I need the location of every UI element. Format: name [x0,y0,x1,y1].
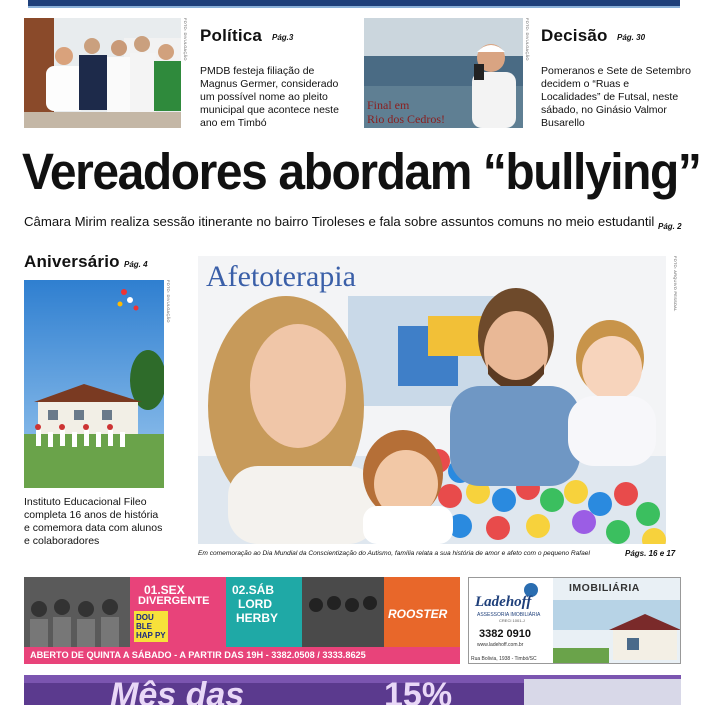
politica-photo [24,18,181,128]
imob-tagline: ASSESSORIA IMOBILIÁRIA [477,612,541,618]
decisao-overlay-2: Rio dos Cedros! [367,112,445,126]
promo-left-text: Mês das [110,676,245,705]
aniversario-page-ref: Pág. 4 [124,260,148,269]
event1-date: 01.SEX [144,583,185,597]
aniversario-summary: Instituto Educacional Fileo completa 16 anos de história e comemora data com alunos e colaboradores [24,496,163,547]
decisao-photo [364,18,523,128]
imob-heading: IMOBILIÁRIA [569,582,640,594]
rooster-logo: ROOSTER [388,607,448,621]
imob-phone: 3382 0910 [479,628,531,640]
decisao-page-ref: Pág. 30 [617,33,646,42]
event2-date: 02.SÁB [232,583,275,597]
bar-advertisement[interactable] [24,577,460,664]
masthead-bar [28,0,680,8]
promo-discount: 15% [384,676,453,705]
imob-site: www.ladehoff.com.br [477,642,524,648]
aniversario-photo-credit: FOTO: DIVULGAÇÃO [166,280,171,323]
imob-creci: CRECI 1001-J [499,618,525,623]
event1-name: DIVERGENTE [138,595,210,607]
afetoterapia-photo [198,256,666,544]
afetoterapia-page-ref: Págs. 16 e 17 [625,549,676,558]
event1-badge: DOU BLE HAP PY [134,611,168,642]
decisao-photo-credit: FOTO: DIVULGAÇÃO [525,18,530,61]
politica-section-title: Política [200,26,263,45]
subheadline: Câmara Mirim realiza sessão itinerante no bairro Tiroleses e fala sobre assuntos comuns no meio estudantil [24,214,655,229]
bar-ad-footer: ABERTO DE QUINTA A SÁBADO - A PARTIR DAS 19H - 3382.0508 / 3333.8625 [30,650,366,660]
decisao-overlay-1: Final em [367,98,410,112]
aniversario-photo [24,280,164,488]
politica-photo-credit: FOTO: DIVULGAÇÃO [183,18,188,61]
politica-summary: PMDB festeja filiação de Magnus Germer, considerado um possível nome ao pleito municipal que acontece neste ano em Timbó [200,65,339,129]
bottom-promo-banner[interactable] [24,675,681,705]
afetoterapia-photo-credit: FOTO: ARQUIVO PESSOAL [673,256,678,312]
aniversario-section-title: Aniversário [24,252,120,271]
main-headline: Vereadores abordam “bullying” [22,143,701,200]
imob-brand: Ladehoff [475,594,532,610]
decisao-summary: Pomeranos e Sete de Setembro decidem o “Ruas e Localidades” de Futsal, neste sábado, no Ginásio Valmor Busarello [541,65,692,129]
politica-page-ref: Pág.3 [272,33,294,42]
event2-name-1: LORD [238,597,272,611]
decisao-section-title: Decisão [541,26,608,45]
subheadline-page-ref: Pág. 2 [658,222,682,231]
imobiliaria-advertisement[interactable] [468,577,681,664]
event2-name-2: HERBY [236,611,279,625]
afetoterapia-title: Afetoterapia [206,260,356,293]
imob-address: Rua Bolivia, 1938 - Timbó/SC [471,656,537,662]
afetoterapia-caption: Em comemoração ao Dia Mundial da Conscientização do Autismo, família relata a sua história de amor e afeto com o pequeno Rafael [198,550,590,557]
